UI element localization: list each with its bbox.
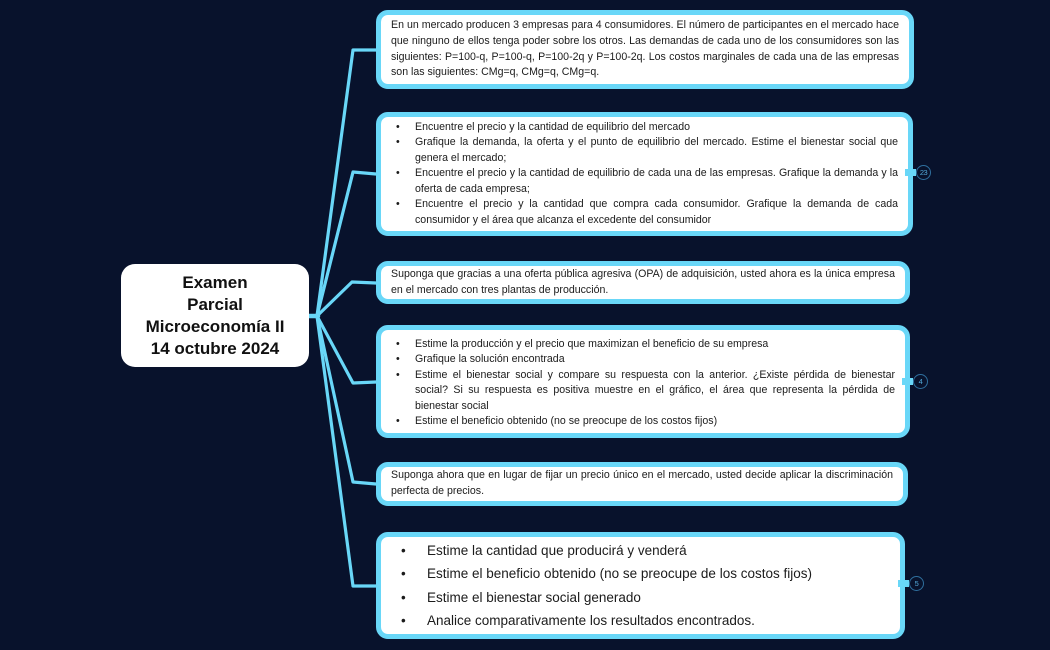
branch-4-clipped-line xyxy=(381,432,905,433)
bullet-item: • Grafique la solución encontrada xyxy=(381,352,895,367)
root-node-line: Examen xyxy=(182,272,248,292)
branch-node-4[interactable] xyxy=(376,325,910,438)
bullet-item: • Estime el bienestar social generado xyxy=(381,586,894,610)
collapsed-count-badge-6[interactable] xyxy=(898,576,924,591)
branch-5-text: Suponga ahora que en lugar de fijar un precio único en el mercado, usted decide aplicar la discriminación perfecta de precios. xyxy=(391,469,893,497)
badge-count: 5 xyxy=(909,576,924,591)
bullet-item: • Encuentre el precio y la cantidad de equilibrio de cada una de las empresas. Grafique la demanda y la oferta de cada empresa; xyxy=(381,166,898,197)
branch-3-text: Suponga que gracias a una oferta pública agresiva (OPA) de adquisición, usted ahora es la única empresa en el mercado con tres plantas de producción. xyxy=(391,267,895,296)
bullet-item: • Estime el beneficio obtenido (no se preocupe de los costos fijos) xyxy=(381,562,894,586)
collapsed-count-badge-4[interactable] xyxy=(902,374,928,389)
bullet-item: • Encuentre el precio y la cantidad de equilibrio del mercado xyxy=(381,120,898,135)
branch-node-1[interactable] xyxy=(376,10,914,89)
branch-node-3[interactable] xyxy=(376,261,910,304)
branch-node-2[interactable] xyxy=(376,112,913,236)
root-node-line: 14 octubre 2024 xyxy=(150,338,280,358)
root-node[interactable] xyxy=(121,264,309,367)
root-node-line: Microeconomía II xyxy=(145,316,285,336)
branch-2-bullet-list xyxy=(381,118,908,230)
branch-1-text: En un mercado producen 3 empresas para 4 consumidores. El número de participantes en el mercado hace que ninguno de ellos tenga poder sobre los otros. Las demandas de cada uno de los consumidores son las siguientes: P=100-q, P=100-q, P=100-2q y P=100-2q. Los costos marginales de cada una de las empresas son las siguientes: CMg=q, CMg=q, CMg=q. xyxy=(391,19,899,79)
bullet-item: • Estime el bienestar social y compare su respuesta con la anterior. ¿Existe pérdida de bienestar social? Si su respuesta es positiva muestre en el gráfico, el área que representa la pérdida de bienestar social xyxy=(381,368,895,414)
branch-4-bullet-list xyxy=(381,335,905,431)
connector-line-5 xyxy=(317,316,376,484)
root-node-line: Parcial xyxy=(187,294,243,314)
badge-nub xyxy=(898,580,909,587)
bullet-item: • Estime el beneficio obtenido (no se preocupe de los costos fijos) xyxy=(381,414,895,429)
badge-count: 4 xyxy=(913,374,928,389)
bullet-item: • Grafique la demanda, la oferta y el punto de equilibrio del mercado. Estime el bienestar social que genera el mercado; xyxy=(381,135,898,166)
branch-node-6[interactable] xyxy=(376,532,905,639)
branch-6-bullet-list xyxy=(381,537,900,635)
badge-count: 23 xyxy=(916,165,931,180)
branch-node-5[interactable] xyxy=(376,462,908,506)
badge-nub xyxy=(902,378,913,385)
bullet-item: • Estime la producción y el precio que maximizan el beneficio de su empresa xyxy=(381,337,895,352)
bullet-item: • Estime la cantidad que producirá y venderá xyxy=(381,539,894,563)
bullet-item: • Encuentre el precio y la cantidad que compra cada consumidor. Grafique la demanda de cada consumidor y el área que alcanza el excedente del consumidor xyxy=(381,197,898,228)
bullet-item: • Analice comparativamente los resultados encontrados. xyxy=(381,609,894,633)
collapsed-count-badge-2[interactable] xyxy=(905,165,931,180)
badge-nub xyxy=(905,169,916,176)
